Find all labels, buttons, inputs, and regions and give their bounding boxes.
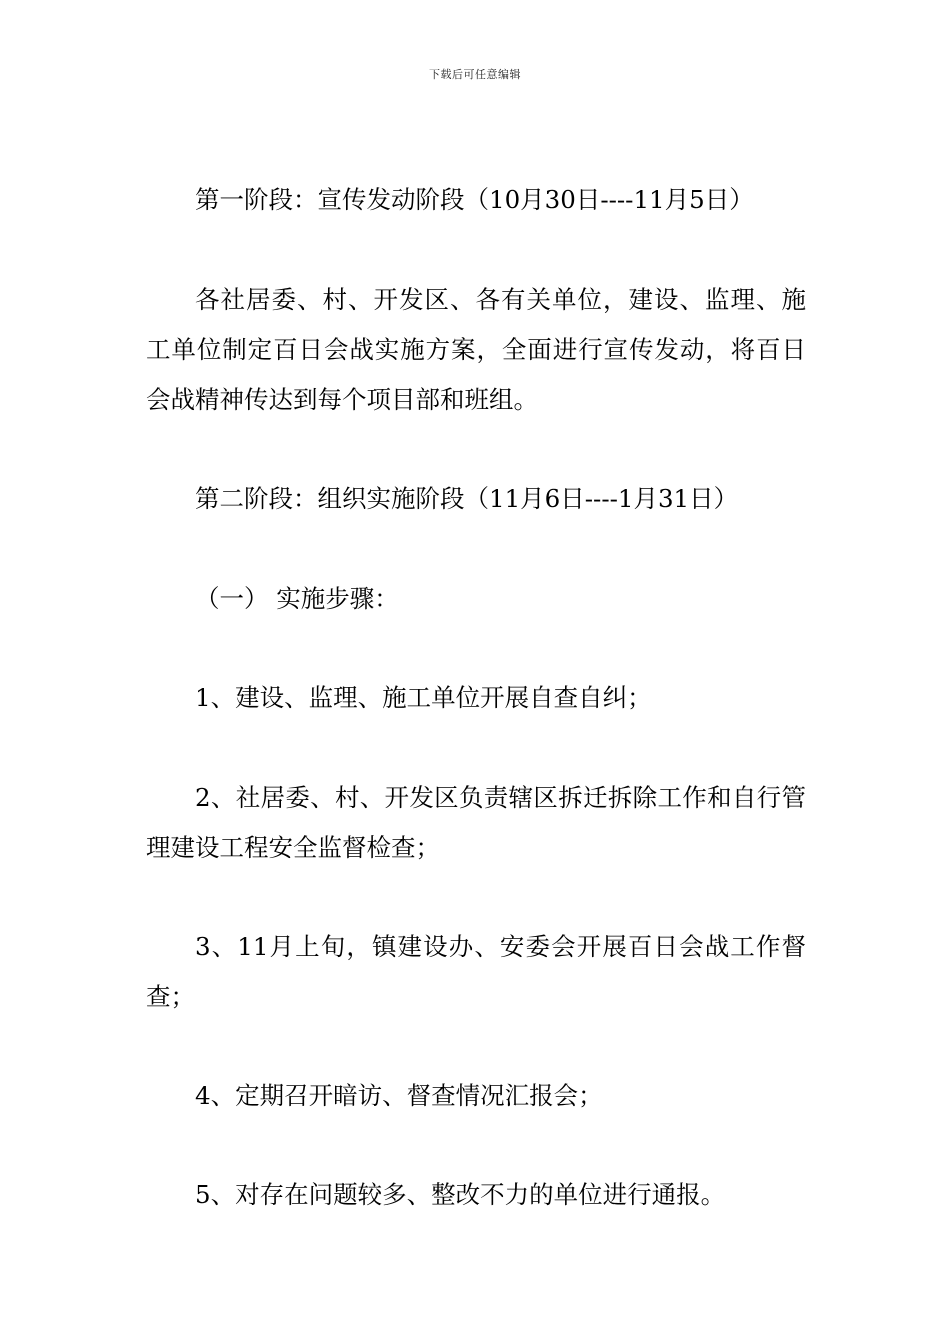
header-note: 下载后可任意编辑 [429,68,521,81]
step-5: 5、对存在问题较多、整改不力的单位进行通报。 [195,1180,726,1209]
stage-two-heading: 第二阶段：组织实施阶段（11月6日----1月31日） [195,484,739,513]
stage-one-heading: 第一阶段：宣传发动阶段（10月30日----11月5日） [195,185,754,214]
step-1: 1、建设、监理、施工单位开展自查自纠； [195,683,652,712]
stage-one-body: 各社居委、村、开发区、各有关单位，建设、监理、施工单位制定百日会战实施方案，全面进行宣传发动，将百日会战精神传达到每个项目部和班组。 [146,285,806,414]
steps-subheading: （一） 实施步骤： [195,584,399,613]
step-4: 4、定期召开暗访、督查情况汇报会； [195,1081,603,1110]
step-3: 3、11月上旬，镇建设办、安委会开展百日会战工作督查； [146,932,806,1011]
step-2: 2、社居委、村、开发区负责辖区拆迁拆除工作和自行管理建设工程安全监督检查； [146,783,806,862]
